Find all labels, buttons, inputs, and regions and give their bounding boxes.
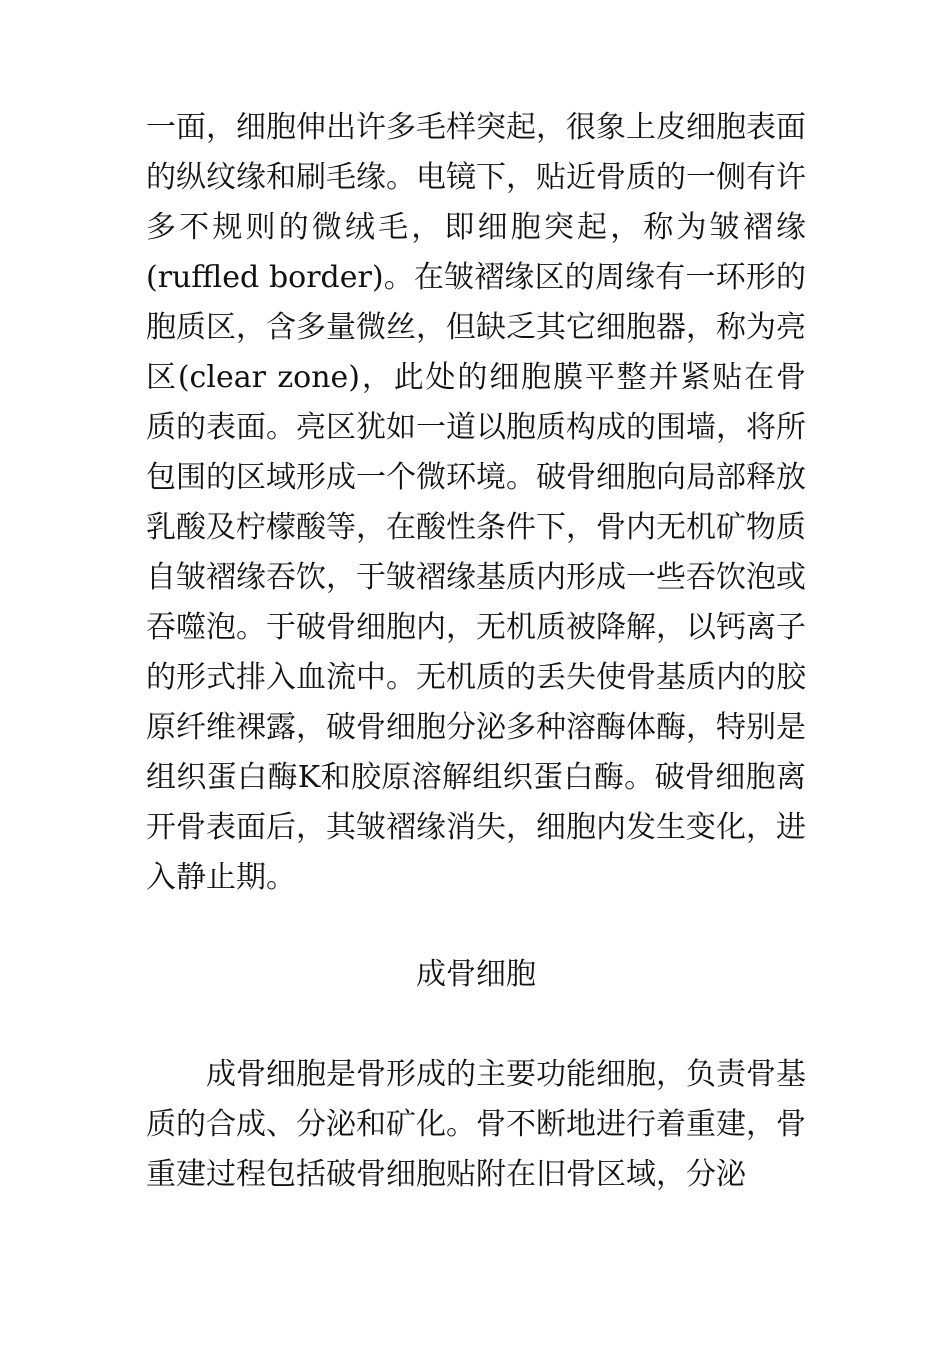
section-heading: 成骨细胞 — [416, 957, 536, 992]
spacer — [146, 903, 806, 950]
body-paragraph-osteoclast: 一面，细胞伸出许多毛样突起，很象上皮细胞表面的纵纹缘和刷毛缘。电镜下，贴近骨质的一侧有许多不规则的微绒毛，即细胞突起，称为皱褶缘(ruffled border)。在皱褶缘区的周缘有一环形的胞质区，含多量微丝，但缺乏其它细胞器，称为亮区(clear zone)，此处的细胞膜平整并紧贴在骨质的表面。亮区犹如一道以胞质构成的围墙，将所包围的区域形成一个微环境。破骨细胞向局部释放乳酸及柠檬酸等，在酸性条件下，骨内无机矿物质自皱褶缘吞饮，于皱褶缘基质内形成一些吞饮泡或吞噬泡。于破骨细胞内，无机质被降解，以钙离子的形式排入血流中。无机质的丢失使骨基质内的胶原纤维裸露，破骨细胞分泌多种溶酶体酶，特别是组织蛋白酶K和胶原溶解组织蛋白酶。破骨细胞离开骨表面后，其皱褶缘消失，细胞内发生变化，进入静止期。 — [146, 110, 806, 895]
spacer — [146, 1000, 806, 1050]
body-paragraph-osteoblast: 成骨细胞是骨形成的主要功能细胞，负责骨基质的合成、分泌和矿化。骨不断地进行着重建，骨重建过程包括破骨细胞贴附在旧骨区域，分泌 — [146, 1057, 806, 1192]
document-page — [146, 103, 806, 1200]
